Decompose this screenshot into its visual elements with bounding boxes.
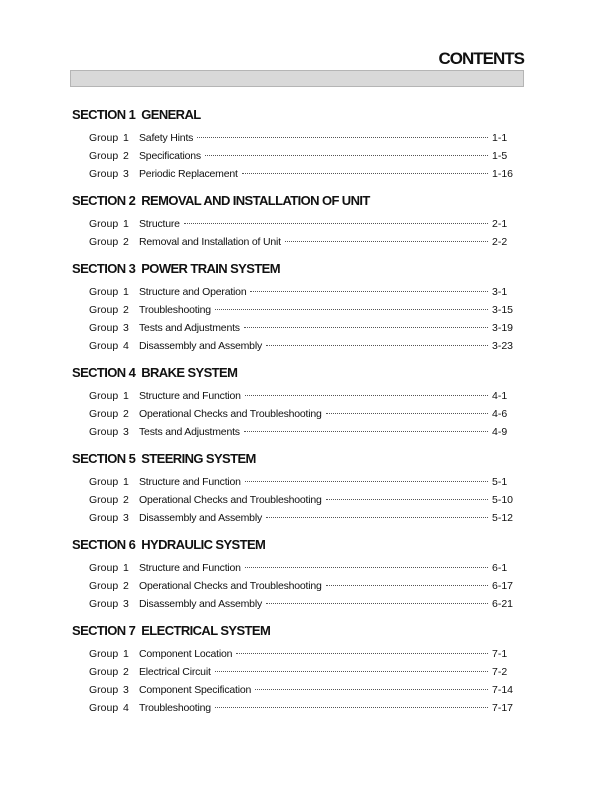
- group-label: Group: [89, 286, 119, 298]
- section-label: SECTION 4: [72, 365, 136, 380]
- group-number: 2: [123, 304, 129, 316]
- dot-leader: [215, 707, 488, 708]
- group-number: 2: [123, 150, 129, 162]
- group-label: Group: [89, 512, 119, 524]
- group-label: Group: [89, 340, 119, 352]
- toc-entry[interactable]: [89, 681, 518, 699]
- dot-leader: [326, 413, 488, 414]
- toc-entry[interactable]: [89, 509, 518, 527]
- dot-leader: [197, 137, 488, 138]
- group-title: Operational Checks and Troubleshooting: [139, 408, 322, 420]
- group-title: Disassembly and Assembly: [139, 340, 262, 352]
- section-label: SECTION 2: [72, 193, 136, 208]
- section-heading[interactable]: [72, 106, 518, 124]
- dot-leader: [215, 309, 488, 310]
- group-number: 1: [123, 390, 129, 402]
- page-number: 4-9: [492, 426, 508, 438]
- toc-entry[interactable]: [89, 233, 518, 251]
- toc-entry[interactable]: [89, 337, 518, 355]
- toc-section: [72, 106, 518, 183]
- toc-entry[interactable]: [89, 663, 518, 681]
- dot-leader: [184, 223, 488, 224]
- page-number: 5-12: [492, 512, 514, 524]
- group-title: Structure and Function: [139, 390, 241, 402]
- group-label: Group: [89, 598, 119, 610]
- page-number: 7-2: [492, 666, 508, 678]
- toc-entry[interactable]: [89, 301, 518, 319]
- group-label: Group: [89, 236, 119, 248]
- dot-leader: [326, 499, 488, 500]
- group-label: Group: [89, 390, 119, 402]
- group-number: 4: [123, 702, 129, 714]
- group-title: Operational Checks and Troubleshooting: [139, 580, 322, 592]
- section-label: SECTION 1: [72, 107, 136, 122]
- group-number: 4: [123, 340, 129, 352]
- dot-leader: [244, 327, 488, 328]
- group-number: 1: [123, 132, 129, 144]
- dot-leader: [245, 481, 488, 482]
- page-number: 7-17: [492, 702, 514, 714]
- page-number: 2-2: [492, 236, 508, 248]
- dot-leader: [285, 241, 488, 242]
- section-heading[interactable]: [72, 450, 518, 468]
- dot-leader: [244, 431, 488, 432]
- page-title: CONTENTS: [438, 49, 524, 68]
- toc-entry[interactable]: [89, 147, 518, 165]
- section-heading[interactable]: [72, 536, 518, 554]
- group-number: 2: [123, 408, 129, 420]
- group-label: Group: [89, 562, 119, 574]
- toc-entry[interactable]: [89, 577, 518, 595]
- section-label: SECTION 7: [72, 623, 136, 638]
- group-label: Group: [89, 666, 119, 678]
- group-number: 3: [123, 684, 129, 696]
- table-of-contents: [72, 106, 518, 726]
- toc-entry[interactable]: [89, 283, 518, 301]
- toc-entry[interactable]: [89, 129, 518, 147]
- page-number: 5-10: [492, 494, 514, 506]
- toc-entry[interactable]: [89, 559, 518, 577]
- group-title: Structure and Function: [139, 562, 241, 574]
- group-title: Specifications: [139, 150, 201, 162]
- toc-section: [72, 364, 518, 441]
- page-number: 6-21: [492, 598, 514, 610]
- group-label: Group: [89, 426, 119, 438]
- section-heading[interactable]: [72, 260, 518, 278]
- group-number: 2: [123, 580, 129, 592]
- group-number: 2: [123, 236, 129, 248]
- page-number: 1-5: [492, 150, 508, 162]
- group-title: Safety Hints: [139, 132, 194, 144]
- section-heading[interactable]: [72, 364, 518, 382]
- section-heading[interactable]: [72, 622, 518, 640]
- section-name: ELECTRICAL SYSTEM: [141, 623, 271, 638]
- group-number: 1: [123, 562, 129, 574]
- group-number: 2: [123, 494, 129, 506]
- group-title: Electrical Circuit: [139, 666, 211, 678]
- group-title: Troubleshooting: [139, 702, 211, 714]
- group-label: Group: [89, 702, 119, 714]
- group-title: Tests and Adjustments: [139, 426, 240, 438]
- group-title: Component Specification: [139, 684, 252, 696]
- group-label: Group: [89, 648, 119, 660]
- group-label: Group: [89, 580, 119, 592]
- toc-section: [72, 260, 518, 355]
- dot-leader: [266, 517, 488, 518]
- toc-entry[interactable]: [89, 473, 518, 491]
- page-number: 4-1: [492, 390, 508, 402]
- dot-leader: [242, 173, 488, 174]
- group-title: Removal and Installation of Unit: [139, 236, 281, 248]
- group-title: Component Location: [139, 648, 233, 660]
- dot-leader: [205, 155, 488, 156]
- page-number: 6-1: [492, 562, 508, 574]
- toc-section: [72, 450, 518, 527]
- dot-leader: [266, 345, 488, 346]
- section-name: POWER TRAIN SYSTEM: [141, 261, 280, 276]
- group-label: Group: [89, 476, 119, 488]
- group-title: Disassembly and Assembly: [139, 598, 262, 610]
- toc-entry[interactable]: [89, 405, 518, 423]
- page-number: 7-1: [492, 648, 508, 660]
- toc-entry[interactable]: [89, 387, 518, 405]
- group-number: 2: [123, 666, 129, 678]
- title-divider-bar: [70, 70, 524, 87]
- section-name: BRAKE SYSTEM: [141, 365, 238, 380]
- group-label: Group: [89, 168, 119, 180]
- toc-entry[interactable]: [89, 645, 518, 663]
- group-title: Troubleshooting: [139, 304, 211, 316]
- group-label: Group: [89, 494, 119, 506]
- group-number: 1: [123, 476, 129, 488]
- group-number: 1: [123, 648, 129, 660]
- dot-leader: [255, 689, 488, 690]
- section-name: REMOVAL AND INSTALLATION OF UNIT: [141, 193, 370, 208]
- group-label: Group: [89, 408, 119, 420]
- section-name: GENERAL: [141, 107, 201, 122]
- group-title: Operational Checks and Troubleshooting: [139, 494, 322, 506]
- section-label: SECTION 6: [72, 537, 136, 552]
- page-number: 5-1: [492, 476, 508, 488]
- group-number: 1: [123, 218, 129, 230]
- toc-section: [72, 192, 518, 251]
- section-name: HYDRAULIC SYSTEM: [141, 537, 266, 552]
- page-number: 3-23: [492, 340, 514, 352]
- dot-leader: [266, 603, 488, 604]
- group-title: Structure and Operation: [139, 286, 247, 298]
- group-label: Group: [89, 150, 119, 162]
- group-title: Structure and Function: [139, 476, 241, 488]
- group-title: Disassembly and Assembly: [139, 512, 262, 524]
- toc-entry[interactable]: [89, 423, 518, 441]
- page-number: 3-15: [492, 304, 514, 316]
- group-title: Periodic Replacement: [139, 168, 238, 180]
- group-label: Group: [89, 322, 119, 334]
- dot-leader: [326, 585, 488, 586]
- section-label: SECTION 5: [72, 451, 136, 466]
- group-number: 3: [123, 322, 129, 334]
- group-title: Structure: [139, 218, 180, 230]
- page-number: 1-16: [492, 168, 514, 180]
- toc-entry[interactable]: [89, 215, 518, 233]
- group-number: 3: [123, 168, 129, 180]
- group-number: 3: [123, 512, 129, 524]
- group-number: 3: [123, 598, 129, 610]
- section-name: STEERING SYSTEM: [141, 451, 256, 466]
- group-label: Group: [89, 304, 119, 316]
- page-number: 1-1: [492, 132, 508, 144]
- page-number: 4-6: [492, 408, 508, 420]
- dot-leader: [236, 653, 488, 654]
- dot-leader: [245, 395, 488, 396]
- dot-leader: [215, 671, 488, 672]
- group-number: 1: [123, 286, 129, 298]
- toc-entry[interactable]: [89, 595, 518, 613]
- toc-entry[interactable]: [89, 165, 518, 183]
- dot-leader: [245, 567, 488, 568]
- group-number: 3: [123, 426, 129, 438]
- section-label: SECTION 3: [72, 261, 136, 276]
- page-number: 3-19: [492, 322, 514, 334]
- toc-entry[interactable]: [89, 491, 518, 509]
- page-number: 2-1: [492, 218, 508, 230]
- toc-section: [72, 536, 518, 613]
- page-number: 6-17: [492, 580, 514, 592]
- toc-section: [72, 622, 518, 717]
- page-number: 3-1: [492, 286, 508, 298]
- page-number: 7-14: [492, 684, 514, 696]
- group-label: Group: [89, 132, 119, 144]
- group-label: Group: [89, 218, 119, 230]
- toc-entry[interactable]: [89, 319, 518, 337]
- group-title: Tests and Adjustments: [139, 322, 240, 334]
- dot-leader: [250, 291, 488, 292]
- group-label: Group: [89, 684, 119, 696]
- section-heading[interactable]: [72, 192, 518, 210]
- toc-entry[interactable]: [89, 699, 518, 717]
